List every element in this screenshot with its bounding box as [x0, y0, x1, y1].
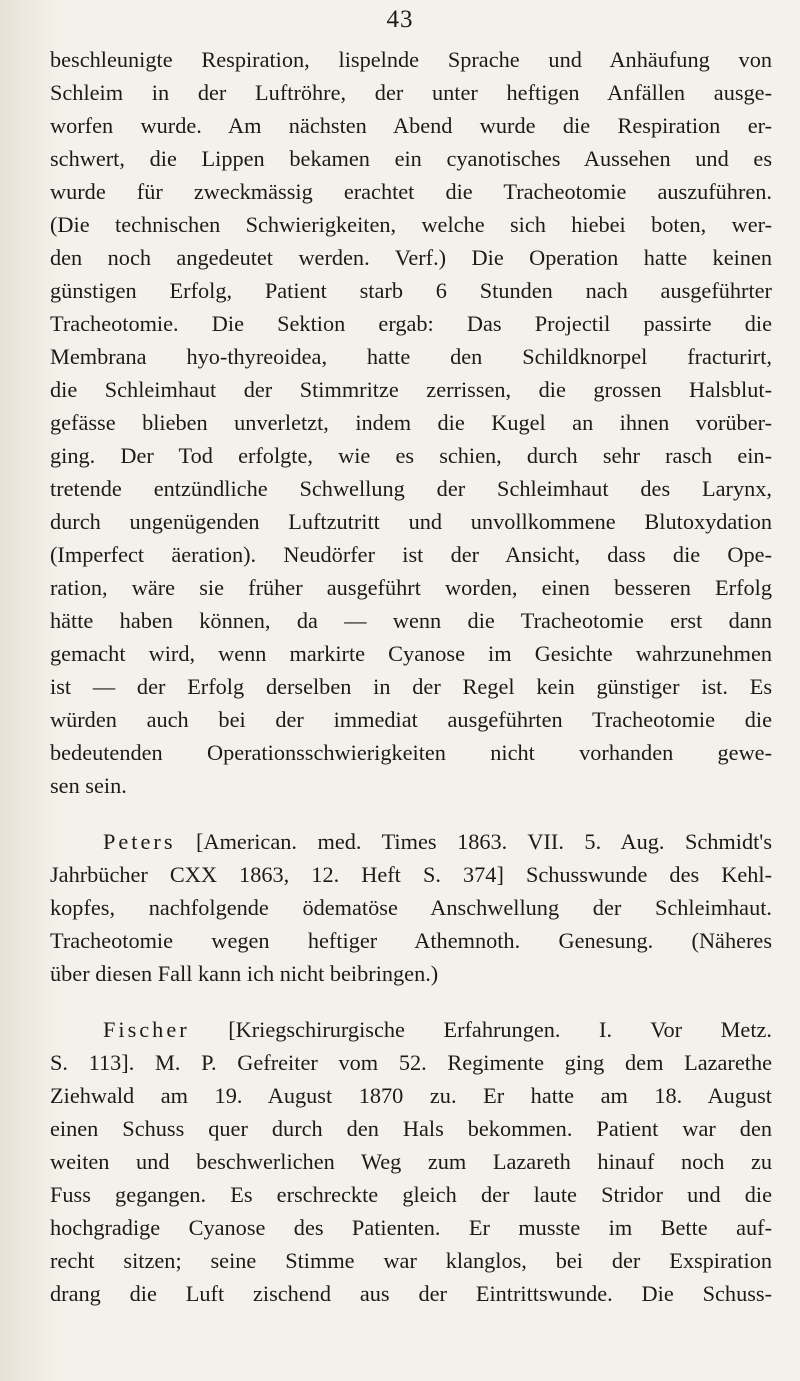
- text-line: Membrana hyo-thyreoidea, hatte den Schildknorpel fracturirt,: [50, 344, 772, 369]
- text-line: ist — der Erfolg derselben in der Regel kein günstiger ist. Es: [50, 674, 772, 699]
- paragraph-3: [50, 1013, 772, 1310]
- text-line: (Die technischen Schwierigkeiten, welche sich hiebei boten, wer-: [50, 212, 772, 237]
- text-line: die Schleimhaut der Stimmritze zerrissen, die grossen Halsblut-: [50, 377, 772, 402]
- text-line: günstigen Erfolg, Patient starb 6 Stunden nach ausgeführter: [50, 278, 772, 303]
- text-line: durch ungenügenden Luftzutritt und unvollkommene Blutoxydation: [50, 509, 772, 534]
- text-line: Tracheotomie. Die Sektion ergab: Das Projectil passirte die: [50, 311, 772, 336]
- text-line: ration, wäre sie früher ausgeführt worden, einen besseren Erfolg: [50, 575, 772, 600]
- text-line: ging. Der Tod erfolgte, wie es schien, durch sehr rasch ein-: [50, 443, 772, 468]
- text-line: sen sein.: [50, 773, 127, 798]
- text-line: gefässe blieben unverletzt, indem die Kugel an ihnen vorüber-: [50, 410, 772, 435]
- text-line: [50, 1013, 772, 1046]
- text-line: weiten und beschwerlichen Weg zum Lazareth hinauf noch zu: [50, 1149, 772, 1174]
- author-name: Fischer: [103, 1017, 190, 1042]
- text-line: (Imperfect äeration). Neudörfer ist der Ansicht, dass die Ope-: [50, 542, 772, 567]
- text-line: wurde für zweckmässig erachtet die Tracheotomie auszuführen.: [50, 179, 772, 204]
- text-line: drang die Luft zischend aus der Eintrittswunde. Die Schuss-: [50, 1281, 772, 1306]
- paragraph-1: [50, 43, 772, 802]
- text-line: beschleunigte Respiration, lispelnde Sprache und Anhäufung von: [50, 47, 772, 72]
- text-line: tretende entzündliche Schwellung der Schleimhaut des Larynx,: [50, 476, 772, 501]
- text-line: Jahrbücher CXX 1863, 12. Heft S. 374] Schusswunde des Kehl-: [50, 862, 772, 887]
- paragraph-spacer: [50, 802, 772, 825]
- paragraph-2: [50, 825, 772, 990]
- citation-text: [American. med. Times 1863. VII. 5. Aug. Schmidt's: [196, 829, 772, 854]
- text-line: worfen wurde. Am nächsten Abend wurde die Respiration er-: [50, 113, 772, 138]
- text-line: Ziehwald am 19. August 1870 zu. Er hatte am 18. August: [50, 1083, 772, 1108]
- text-line: über diesen Fall kann ich nicht beibringen.): [50, 961, 439, 986]
- text-line: hochgradige Cyanose des Patienten. Er musste im Bette auf-: [50, 1215, 772, 1240]
- text-line: Tracheotomie wegen heftiger Athemnoth. Genesung. (Näheres: [50, 928, 772, 953]
- body-text: [50, 43, 772, 1310]
- page-number: 43: [386, 6, 414, 33]
- text-line: würden auch bei der immediat ausgeführten Tracheotomie die: [50, 707, 772, 732]
- text-line: Schleim in der Luftröhre, der unter heftigen Anfällen ausge-: [50, 80, 772, 105]
- text-line: [50, 825, 772, 858]
- text-line: hätte haben können, da — wenn die Tracheotomie erst dann: [50, 608, 772, 633]
- text-line: den noch angedeutet werden. Verf.) Die Operation hatte keinen: [50, 245, 772, 270]
- text-line: bedeutenden Operationsschwierigkeiten nicht vorhanden gewe-: [50, 740, 772, 765]
- text-line: schwert, die Lippen bekamen ein cyanotisches Aussehen und es: [50, 146, 772, 171]
- text-line: Fuss gegangen. Es erschreckte gleich der laute Stridor und die: [50, 1182, 772, 1207]
- text-line: einen Schuss quer durch den Hals bekommen. Patient war den: [50, 1116, 772, 1141]
- citation-text: [Kriegschirurgische Erfahrungen. I. Vor Metz.: [228, 1017, 772, 1042]
- text-line: recht sitzen; seine Stimme war klanglos, bei der Exspiration: [50, 1248, 772, 1273]
- text-line: gemacht wird, wenn markirte Cyanose im Gesichte wahrzunehmen: [50, 641, 772, 666]
- paragraph-spacer: [50, 990, 772, 1013]
- author-name: Peters: [103, 829, 176, 854]
- text-line: S. 113]. M. P. Gefreiter vom 52. Regimente ging dem Lazarethe: [50, 1050, 772, 1075]
- text-line: kopfes, nachfolgende ödematöse Anschwellung der Schleimhaut.: [50, 895, 772, 920]
